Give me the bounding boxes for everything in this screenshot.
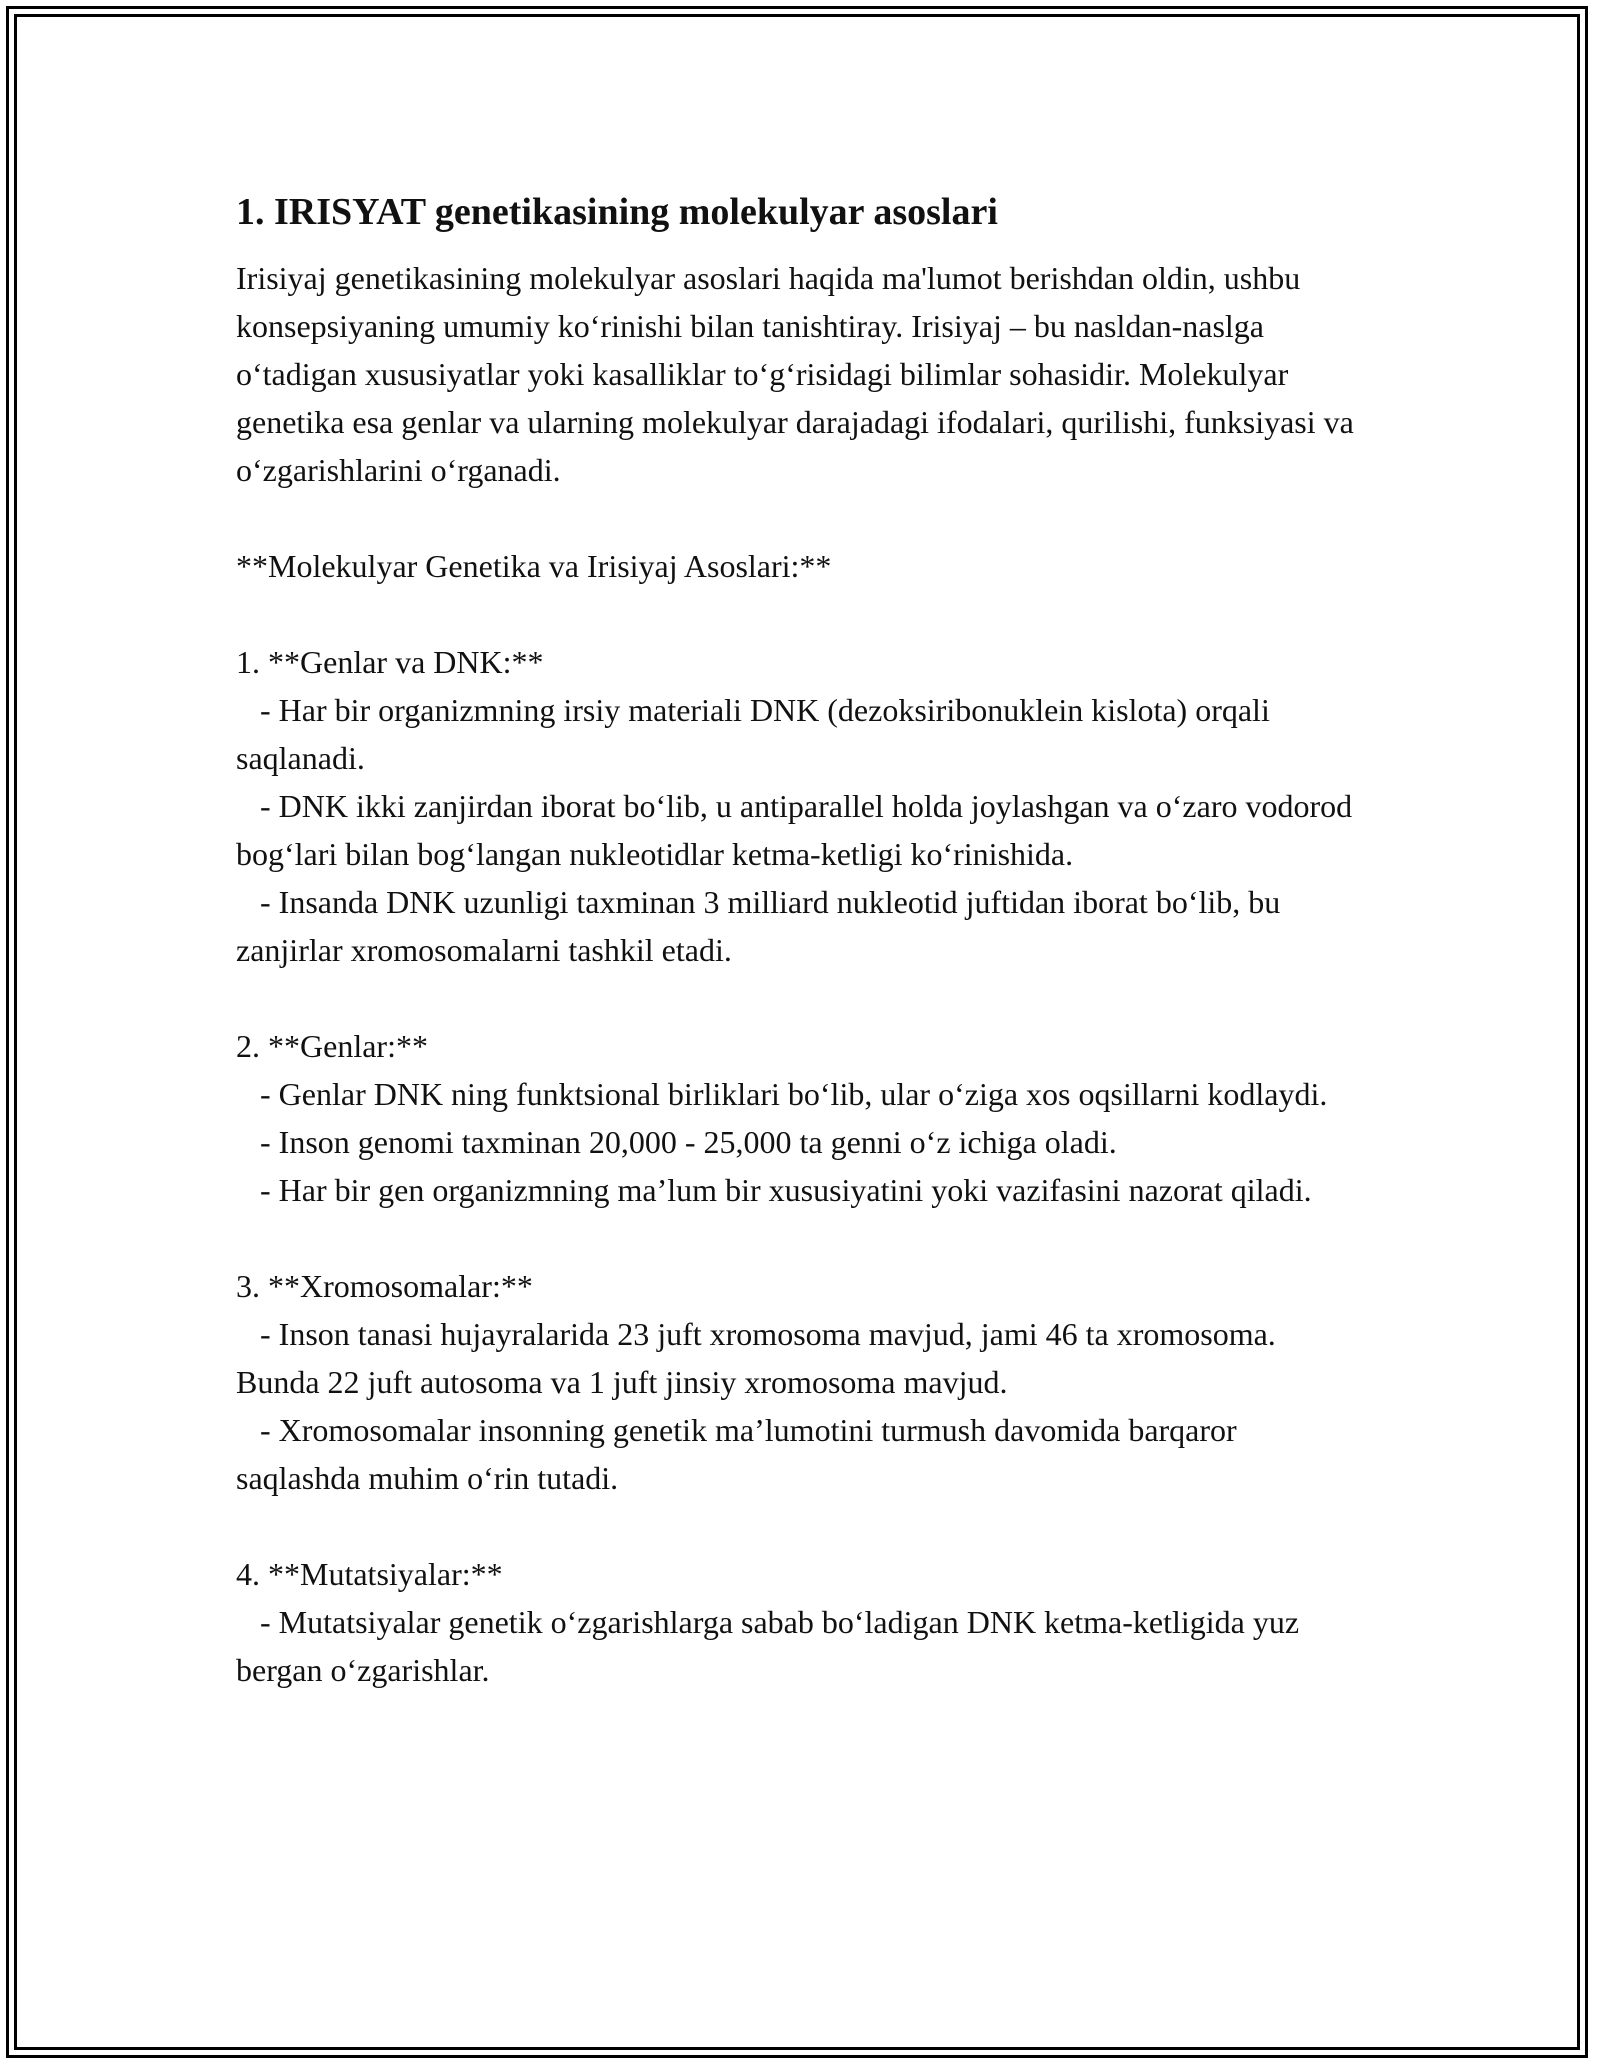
intro-paragraph: Irisiyaj genetikasining molekulyar asoslari haqida ma'lumot berishdan oldin, ushbu konsepsiyaning umumiy koʻrinishi bilan tanishtiray. Irisiyaj – bu nasldan-naslga oʻtadigan xususiyatlar yoki kasalliklar toʻgʻrisidagi bilimlar sohasidir. Molekulyar genetika esa genlar va ularning molekulyar darajadagi ifodalari, qurilishi, funksiyasi va oʻzgarishlarini oʻrganadi. — [236, 260, 1354, 488]
list-item: - Inson genomi taxminan 20,000 - 25,000 ta genni oʻz ichiga oladi. — [236, 1124, 1117, 1160]
document-title: 1. IRISYAT genetikasining molekulyar asoslari — [236, 191, 998, 233]
section-heading: 4. **Mutatsiyalar:** — [236, 1556, 503, 1592]
section-heading: 3. **Xromosomalar:** — [236, 1268, 533, 1304]
spacer — [236, 494, 1366, 542]
list-item: - Xromosomalar insonning genetik maʼlumotini turmush davomida barqaror saqlashda muhim oʻrin tutadi. — [236, 1412, 1245, 1496]
list-item: - Inson tanasi hujayralarida 23 juft xromosoma mavjud, jami 46 ta xromosoma. Bunda 22 juft autosoma va 1 juft jinsiy xromosoma mavjud. — [236, 1316, 1284, 1400]
list-item: - Har bir organizmning irsiy materiali DNK (dezoksiribonuklein kislota) orqali saqlanadi. — [236, 692, 1278, 776]
spacer — [236, 1214, 1366, 1262]
section-genlar-va-dnk — [236, 638, 1366, 974]
document-body — [236, 186, 1366, 1694]
section-heading: 2. **Genlar:** — [236, 1028, 428, 1064]
list-item: - Insanda DNK uzunligi taxminan 3 milliard nukleotid juftidan iborat boʻlib, bu zanjirlar xromosomalarni tashkil etadi. — [236, 884, 1289, 968]
section-heading: 1. **Genlar va DNK:** — [236, 644, 544, 680]
spacer — [236, 590, 1366, 638]
subheading: **Molekulyar Genetika va Irisiyaj Asoslari:** — [236, 548, 832, 584]
spacer — [236, 1502, 1366, 1550]
list-item: - DNK ikki zanjirdan iborat boʻlib, u antiparallel holda joylashgan va oʻzaro vodorod bogʻlari bilan bogʻlangan nukleotidlar ketma-ketligi koʻrinishida. — [236, 788, 1361, 872]
section-xromosomalar — [236, 1262, 1366, 1502]
section-mutatsiyalar — [236, 1550, 1366, 1694]
section-genlar — [236, 1022, 1366, 1214]
list-item: - Mutatsiyalar genetik oʻzgarishlarga sabab boʻladigan DNK ketma-ketligida yuz bergan oʻzgarishlar. — [236, 1604, 1308, 1688]
list-item: - Genlar DNK ning funktsional birliklari boʻlib, ular oʻziga xos oqsillarni kodlaydi. — [236, 1076, 1328, 1112]
list-item: - Har bir gen organizmning maʼlum bir xususiyatini yoki vazifasini nazorat qiladi. — [236, 1172, 1312, 1208]
spacer — [236, 974, 1366, 1022]
